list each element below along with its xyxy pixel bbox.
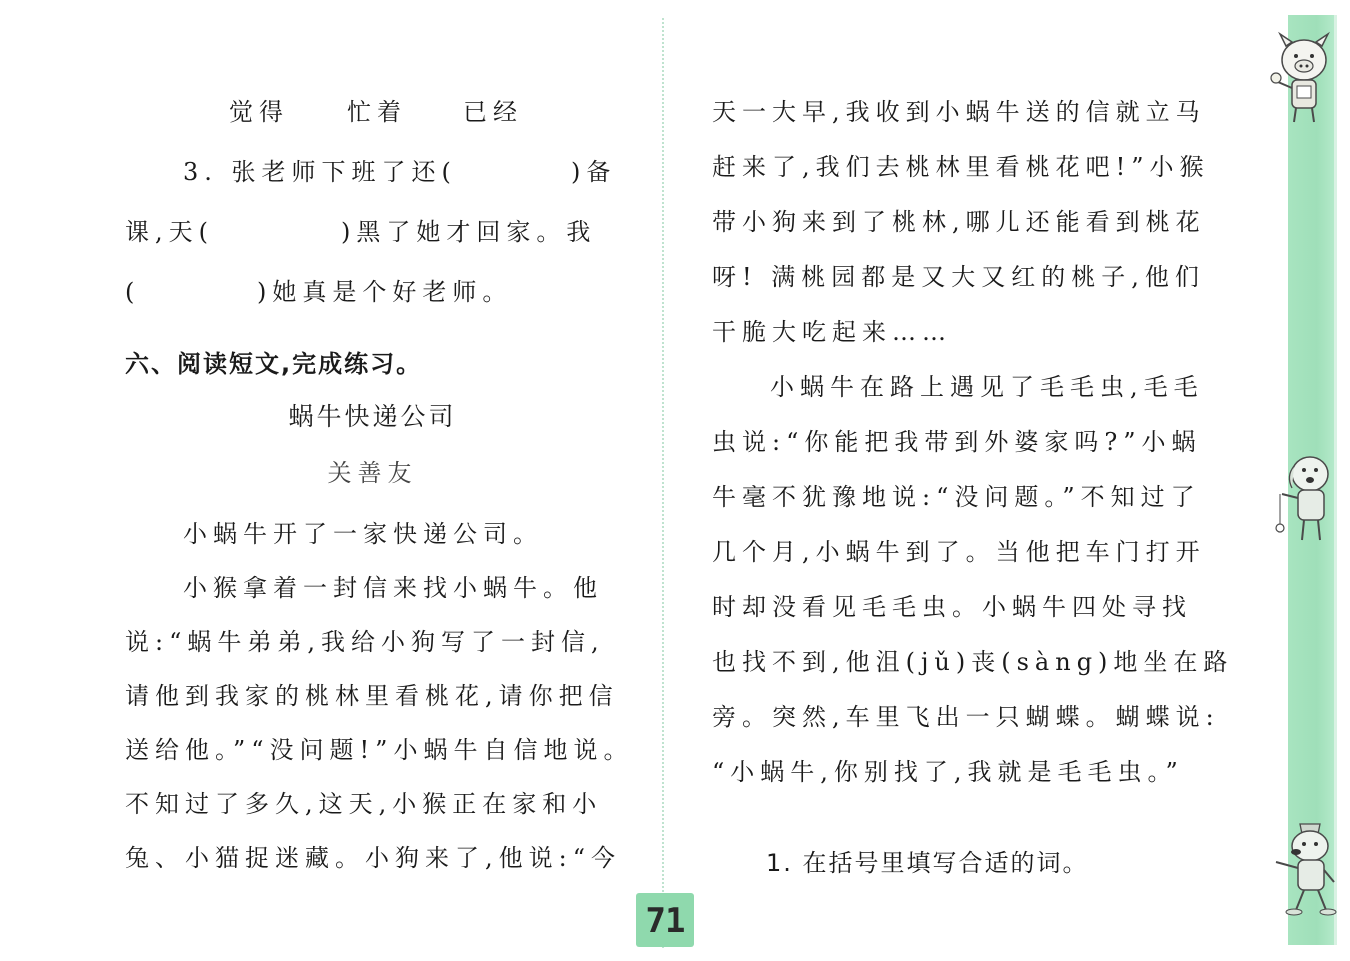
dog-pointing-cartoon-icon [1270, 818, 1344, 918]
page-number: 71 [636, 893, 694, 947]
word-options-row [125, 85, 620, 139]
story-paragraph-line: 不知过了多久,这天,小猴正在家和小 [125, 790, 603, 818]
page-divider [662, 18, 664, 948]
question-3-line-3 [125, 265, 620, 319]
story-paragraph-line: “小蜗牛,你别找了,我就是毛毛虫。” [712, 758, 1184, 786]
story-paragraph-line: 小蜗牛开了一家快递公司。 [183, 520, 543, 548]
story-paragraph-line: 送给他。”“没问题!”小蜗牛自信地说。 [125, 736, 634, 764]
right-column [712, 85, 1234, 890]
story-paragraph-line: 旁。突然,车里飞出一只蝴蝶。蝴蝶说: [712, 703, 1220, 731]
story-paragraph-line: 几个月,小蜗牛到了。当他把车门打开 [712, 538, 1206, 566]
question-3-text: )备 [571, 158, 617, 186]
story-paragraph-line: 小蜗牛在路上遇见了毛毛虫,毛毛 [770, 373, 1204, 401]
section-six-heading: 六、阅读短文,完成练习。 [125, 350, 423, 378]
question-3-text: 3. 张老师下班了还( [183, 158, 457, 186]
story-paragraph-line: 小猴拿着一封信来找小蜗牛。他 [183, 574, 603, 602]
story-paragraph-line: 虫说:“你能把我带到外婆家吗?”小蜗 [712, 428, 1202, 456]
story-title: 蜗牛快递公司 [288, 402, 457, 431]
question-3-line-1 [125, 145, 620, 199]
story-author: 关善友 [327, 459, 418, 487]
story-paragraph-line: 牛毫不犹豫地说:“没问题。”不知过了 [712, 483, 1201, 511]
word-option: 已经 [463, 98, 523, 126]
story-paragraph-line: 兔、小猫捉迷藏。小狗来了,他说:“今 [125, 844, 621, 872]
word-option: 觉得 [229, 98, 289, 126]
story-paragraph-line: 天一大早,我收到小蜗牛送的信就立马 [712, 98, 1206, 126]
dog-yoyo-cartoon-icon [1272, 448, 1342, 548]
story-paragraph-line: 请他到我家的桃林里看桃花,请你把信 [125, 682, 619, 710]
question-3-line-2 [125, 205, 620, 259]
question-3-text: 课,天( [125, 218, 214, 246]
story-paragraph-line: 也找不到,他沮(jǔ)丧(sàng)地坐在路 [712, 648, 1234, 676]
pig-cartoon-icon [1266, 30, 1342, 126]
left-column [125, 85, 634, 885]
story-paragraph-line: 时却没看见毛毛虫。小蜗牛四处寻找 [712, 593, 1192, 621]
story-paragraph-line: 说:“蜗牛弟弟,我给小狗写了一封信, [125, 628, 605, 656]
story-paragraph-line: 呀! 满桃园都是又大又红的桃子,他们 [712, 263, 1205, 291]
word-option: 忙着 [347, 98, 407, 126]
story-paragraph-line: 干脆大吃起来…… [712, 318, 952, 346]
question-3-text: )黑了她才回家。我 [341, 218, 597, 246]
question-3-text: ( [125, 278, 141, 306]
story-paragraph-line: 带小狗来到了桃林,哪儿还能看到桃花 [712, 208, 1206, 236]
story-paragraph-line: 赶来了,我们去桃林里看桃花吧!”小猴 [712, 153, 1210, 181]
question-3-text: )她真是个好老师。 [257, 278, 513, 306]
task-1-heading: 1. 在括号里填写合适的词。 [766, 849, 1089, 877]
